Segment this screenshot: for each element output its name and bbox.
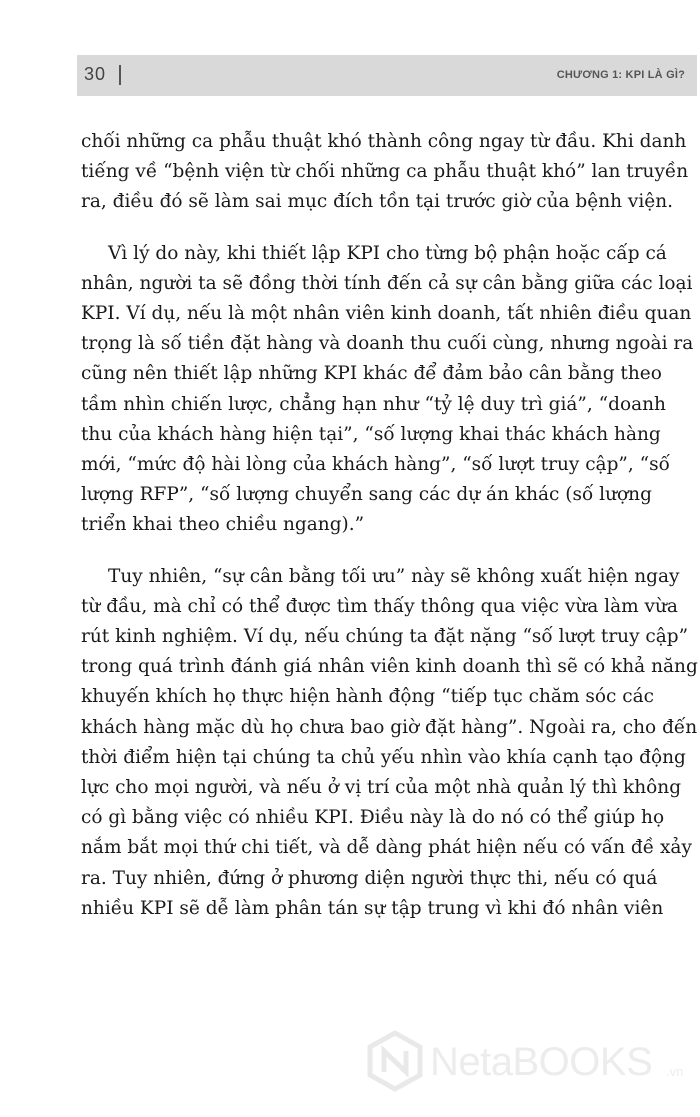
chapter-title: CHƯƠNG 1: KPI LÀ GÌ? bbox=[556, 69, 685, 81]
text-line: ra. Tuy nhiên, đứng ở phương diện người thực thi, nếu có quá bbox=[81, 867, 658, 889]
text-line: lực cho mọi người, và nếu ở vị trí của một nhà quản lý thì không bbox=[81, 777, 682, 799]
text-line: tầm nhìn chiến lược, chẳng hạn như “tỷ lệ duy trì giá”, “doanh bbox=[81, 393, 666, 415]
text-line: KPI. Ví dụ, nếu là một nhân viên kinh doanh, tất nhiên điều quan bbox=[81, 303, 692, 325]
text-line: thời điểm hiện tại chúng ta chủ yếu nhìn vào khía cạnh tạo động bbox=[81, 746, 686, 768]
page-number: 30 bbox=[84, 64, 107, 84]
text-line: nhiều KPI sẽ dễ làm phân tán sự tập trung vì khi đó nhân viên bbox=[81, 897, 664, 919]
text-line: trọng là số tiền đặt hàng và doanh thu cuối cùng, nhưng ngoài ra bbox=[81, 333, 694, 355]
text-line: từ đầu, mà chỉ có thể được tìm thấy thông qua việc vừa làm vừa bbox=[81, 595, 678, 617]
paragraph-3 bbox=[81, 562, 698, 924]
paragraph-2 bbox=[81, 239, 694, 541]
text-line: Tuy nhiên, “sự cân bằng tối ưu” này sẽ không xuất hiện ngay bbox=[108, 565, 680, 587]
text-line: Vì lý do này, khi thiết lập KPI cho từng bộ phận hoặc cấp cá bbox=[108, 242, 667, 264]
watermark bbox=[364, 1030, 684, 1100]
text-line: triển khai theo chiều ngang).” bbox=[81, 514, 365, 536]
text-line: rút kinh nghiệm. Ví dụ, nếu chúng ta đặt nặng “số lượt truy cập” bbox=[81, 626, 689, 648]
text-line: nhân, người ta sẽ đồng thời tính đến cả sự cân bằng giữa các loại bbox=[81, 272, 693, 294]
netabooks-logo-icon bbox=[364, 1030, 426, 1092]
text-line: nắm bắt mọi thứ chi tiết, và dễ dàng phát hiện nếu có vấn đề xảy bbox=[81, 837, 692, 859]
watermark-brand: NetaBOOKS bbox=[430, 1040, 653, 1084]
page-body bbox=[81, 127, 698, 945]
text-line: cũng nên thiết lập những KPI khác để đảm bảo cân bằng theo bbox=[81, 363, 662, 385]
text-line: ra, điều đó sẽ làm sai mục đích tồn tại trước giờ của bệnh viện. bbox=[81, 191, 674, 213]
header-divider bbox=[119, 65, 121, 85]
text-line: lượng RFP”, “số lượng chuyển sang các dự án khác (số lượng bbox=[81, 484, 652, 506]
running-header bbox=[77, 55, 697, 96]
text-line: thu của khách hàng hiện tại”, “số lượng khai thác khách hàng bbox=[81, 423, 661, 445]
watermark-suffix: .vn bbox=[666, 1064, 684, 1079]
text-line: có gì bằng việc có nhiều KPI. Điều này là do nó có thể giúp họ bbox=[81, 807, 665, 829]
paragraph-1 bbox=[81, 127, 689, 218]
text-line: khuyến khích họ thực hiện hành động “tiếp tục chăm sóc các bbox=[81, 686, 655, 708]
text-line: khách hàng mặc dù họ chưa bao giờ đặt hàng”. Ngoài ra, cho đến bbox=[81, 716, 698, 738]
text-line: mới, “mức độ hài lòng của khách hàng”, “số lượt truy cập”, “số bbox=[81, 454, 670, 476]
text-line: trong quá trình đánh giá nhân viên kinh doanh thì sẽ có khả năng bbox=[81, 656, 698, 678]
text-line: chối những ca phẫu thuật khó thành công ngay từ đầu. Khi danh bbox=[81, 131, 687, 152]
text-line: tiếng về “bệnh viện từ chối những ca phẫu thuật khó” lan truyền bbox=[81, 161, 689, 183]
